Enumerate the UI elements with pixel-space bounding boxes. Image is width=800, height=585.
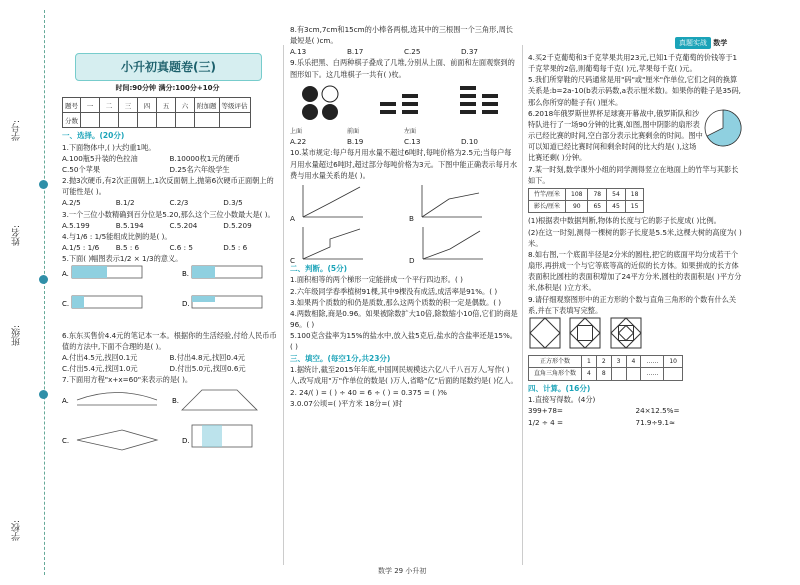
question: 9.乐乐把黑、白两种棋子叠成了几堆,分别从上面、前面和左面观察到的图形如下。这几堆棋子一共有( )枚。 <box>290 58 515 79</box>
fill-item: 6.2018年俄罗斯世界杯足球赛开幕战中,俄罗斯队和沙特队进行了一场90分钟的比赛,如图,图中阴影的扇形表示已经比赛的时间,空白部分表示比赛剩余的时间。图中可以知道已经比赛时间和剩余时间的比大约是( ),这场比赛还剩( )分钟。 <box>528 108 703 163</box>
options: A.付出4.5元,找回0.1元 B.付出4.8元,找回0.4元 C.付出5.4元,找回1.0元 D.付出5.0元,找回0.6元 <box>62 352 246 373</box>
fill-item: 4.买2千克葡萄和3千克苹果共用23元,已知1千克葡萄的价钱等于1千克苹果的2倍,则葡萄每千克( )元,苹果每千克( )元。 <box>528 53 738 74</box>
view-labels: 上面 前面 左面 <box>290 127 417 135</box>
svg-text:D.: D. <box>182 300 190 309</box>
exam-time: 时间:90分钟 满分:100分+10分 <box>115 84 220 92</box>
svg-text:B.: B. <box>182 270 190 279</box>
column-divider <box>283 45 284 565</box>
question: 3.一个三位小数精确到百分位是5.20,那么这个三位小数最大是( )。 <box>62 209 275 219</box>
section-fill: 三、填空。(每空1分,共23分) <box>290 353 391 363</box>
binding-strip <box>0 0 58 585</box>
question: 7.下面用方程"x+x=60"来表示的是( )。 <box>62 375 193 385</box>
cut-line <box>44 10 45 575</box>
square-figures <box>528 316 743 353</box>
options: A.2/5 B.1/2 C.2/3 D.3/5 <box>62 198 243 208</box>
section-calc: 四、计算。(16分) <box>528 383 591 393</box>
column-3 <box>528 52 743 428</box>
name-label: 姓名: <box>12 225 22 247</box>
options: A.100瓶5升装的色拉油 B.10000枚1元的硬币 C.50个苹果 D.25名六年级学生 <box>62 153 241 174</box>
svg-text:C.: C. <box>62 300 70 309</box>
judge-item: 4.两数相除,商是0.96。如果被除数扩大10倍,除数缩小10倍,它们的商是96。( ) <box>290 308 518 330</box>
svg-text:D.: D. <box>182 437 190 446</box>
options: A.22 B.19 C.13 D.10 <box>290 137 478 147</box>
question: 6.东东买售价4.4元的笔记本一本。根据你的生活经验,付给人民币币值的方法中,下面不合理的是( )。 <box>62 330 277 351</box>
fill-item: 1.据统计,截至2015年年底,中国网民规模达六亿八千八百万人,写作( )人,改写成用"万"作单位的数是( )万人,省略"亿"后面的尾数约是( )亿人。 <box>290 365 518 386</box>
question: 10.某市规定:每户每月用水量不超过6吨时,每吨价格为2.5元;当每户每月用水量超过6吨时,超过部分每吨价格为3元。下图中能正确表示每月水费与用水量关系的是( )。 <box>290 148 518 180</box>
svg-text:C.: C. <box>62 437 70 446</box>
judge-item: 2.六年级同学春季植树91棵,其中9棵没有成活,成活率是91%。( ) <box>290 286 498 296</box>
svg-text:B.: B. <box>172 397 180 406</box>
school-label: 学校: <box>12 520 22 542</box>
section-choice: 一、选择。(20分) <box>62 131 125 140</box>
question: 4.与1/6 : 1/5能组成比例的是( )。 <box>62 231 172 241</box>
question: 5.下面( )幅图表示1/2 × 1/3的意义。 <box>62 254 183 264</box>
fraction-figures <box>62 264 272 326</box>
score-table: 题号 一 二 三 四 五 六 附加题 等级评估 分数 <box>62 97 251 128</box>
page-footer: 数学 29 小升初 <box>378 567 427 575</box>
exam-title: 小升初真题卷(三) <box>75 53 262 81</box>
judge-item: 5.100克含盐率为15%的盐水中,放入盐5克后,盐水的含盐率还是15%。( ) <box>290 331 517 352</box>
fill-item: 5.我们所穿鞋的尺码通常是用"码"或"厘米"作单位,它们之间的换算关系是:b=2a-10(b表示码数,a表示厘米数)。如果你的鞋子是35码,那么你所穿的鞋子有( )厘米。 <box>528 75 741 107</box>
equation-figures <box>62 385 272 455</box>
calc-title: 1.直接写得数。(4分) <box>528 395 596 405</box>
column-divider <box>522 45 523 565</box>
options: A.13 B.17 C.25 D.37 <box>290 47 478 57</box>
options: A.1/5 : 1/6 B.5 : 6 C.6 : 5 D.5 : 6 <box>62 243 248 253</box>
shadow-table: 竹竿/厘米 108 78 54 18 影长/厘米 90 65 45 15 <box>528 188 644 214</box>
judge-item: 1.面积相等的两个梯形一定能拼成一个平行四边形。( ) <box>290 275 463 285</box>
chess-views <box>290 80 515 124</box>
square-table: 正方形个数 1 2 3 4 …… 10 直角三角形个数 4 8 …… <box>528 355 683 381</box>
fill-item: 3.0.07公顷=( )平方米 18分=( )时 <box>290 398 403 408</box>
fill-item: 2. 24/( ) = ( ) ÷ 40 = 6 ÷ ( ) = 0.375 = ( )% <box>290 387 447 397</box>
fill-item: 9.请仔细观察图形中的正方形的个数与直角三角形的个数有什么关系,并在下表填写完整。 <box>528 294 737 315</box>
binding-dot <box>39 180 48 189</box>
question: 2.抛3次硬币,有2次正面朝上,1次反面朝上,抛第6次硬币正面朝上的可能性是( )。 <box>62 176 274 197</box>
fill-item: (1)根据表中数据判断,物体的长度与它的影子长度成( )比例。 <box>528 216 721 226</box>
question: 1.下面物体中,( )大约重1吨。 <box>62 142 156 152</box>
student-id-label: 学号: <box>12 120 22 142</box>
question: 8.有3cm,7cm和15cm的小棒各两根,选其中的三根围一个三角形,周长最短是( )cm。 <box>290 25 513 46</box>
svg-text:A.: A. <box>62 397 69 406</box>
brand: 真题实战 数学 <box>675 37 739 49</box>
section-judge: 二、判断。(5分) <box>290 263 348 273</box>
svg-text:A.: A. <box>62 270 69 279</box>
options: A.5.199 B.5.194 C.5.204 D.5.209 <box>62 220 252 230</box>
column-2 <box>290 24 518 409</box>
binding-dot <box>39 275 48 284</box>
calc-items: 399+78= 24×12.5%= 1/2 ÷ 4 = 71.9÷9.1≈ <box>528 406 680 427</box>
fill-item: (2)在这一时刻,测得一棵树的影子长度是5.5米,这棵大树的高度为( )米。 <box>528 227 742 248</box>
fill-item: 7.某一时刻,数学课外小组的同学测得竖立在地面上的竹竿与其影长如下。 <box>528 164 739 185</box>
judge-item: 3.如果两个质数的和仍是质数,那么这两个质数的积一定是偶数。( ) <box>290 297 502 307</box>
class-label: 班级: <box>12 325 22 347</box>
column-1 <box>62 130 277 458</box>
binding-dot <box>39 390 48 399</box>
water-charts: A B C D <box>290 183 518 263</box>
fill-item: 8.如右图,一个底面半径是2分米的圆柱,把它的底面平均分成若干个扇形,再拼成一个与它等底等高的近似的长方体。如果拼成的长方体表面积比圆柱的表面积增加了24平方分米,圆柱的表面积是( )平方分米,体积是( )立方米。 <box>528 249 742 293</box>
match-pie <box>703 108 743 148</box>
